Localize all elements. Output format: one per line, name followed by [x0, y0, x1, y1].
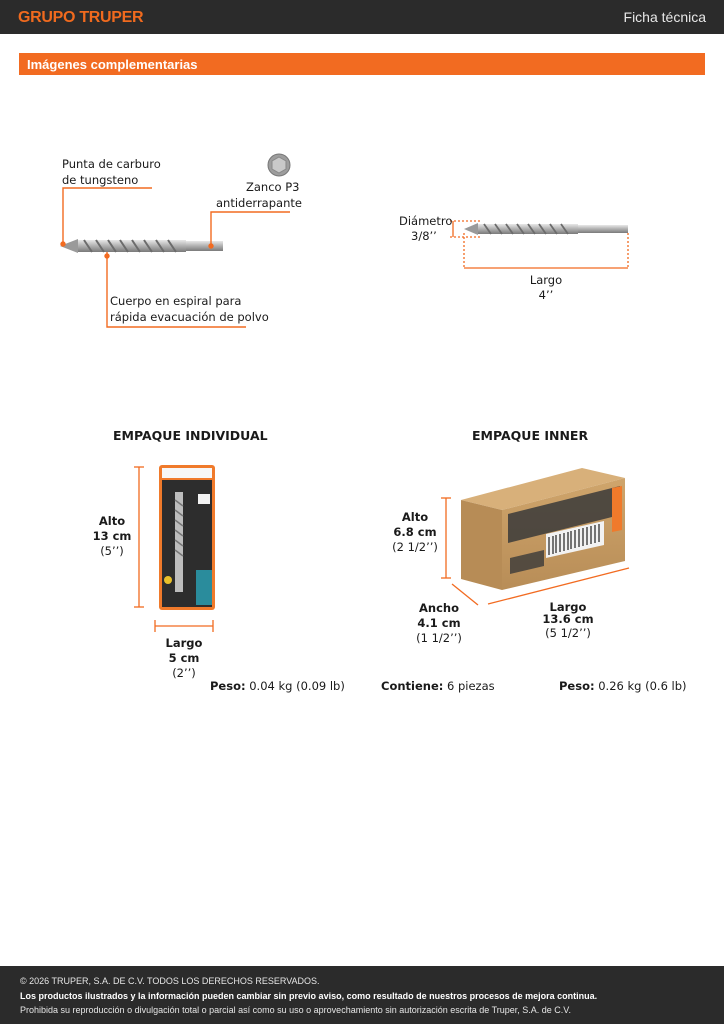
inner-box-illustration: [461, 468, 625, 590]
inner-length-label: Largo: [549, 600, 587, 614]
inner-contents-label: Contiene:: [381, 679, 444, 693]
inner-weight: [559, 679, 687, 694]
diameter-label: Diámetro: [399, 214, 453, 228]
individual-package-illustration: [159, 465, 215, 610]
inner-weight-value: 0.26 kg (0.6 lb): [598, 679, 687, 693]
drill-length-label: Largo: [529, 273, 563, 287]
individual-height-label: Alto: [98, 514, 126, 528]
footer-rights: Prohibida su reproducción o divulgación total o parcial así como su uso o aprovechamiento sin autorización escrita de Truper, S.A. de C.V.: [20, 1005, 571, 1015]
footer-copyright: © 2026 TRUPER, S.A. DE C.V. TODOS LOS DERECHOS RESERVADOS.: [20, 976, 320, 986]
inner-contents-value: 6 piezas: [447, 679, 495, 693]
inner-contents: [381, 679, 495, 694]
tip-callout-line1: Punta de carburo: [62, 157, 161, 171]
tip-callout-line2: de tungsteno: [62, 173, 139, 187]
drill-bit-dimension-illustration: [464, 223, 628, 235]
inner-height-in: (2 1/2’’): [392, 540, 438, 554]
footer-notice: Los productos ilustrados y la información pueden cambiar sin previo aviso, como resultado de nuestros procesos de mejora continua.: [20, 991, 598, 1001]
individual-height-cm: 13 cm: [92, 529, 132, 543]
body-callout-line2: rápida evacuación de polvo: [110, 310, 269, 324]
inner-package-title: EMPAQUE INNER: [472, 428, 589, 443]
inner-height-cm: 6.8 cm: [393, 525, 437, 539]
document-type: Ficha técnica: [623, 9, 706, 25]
individual-height-in: (5’’): [100, 544, 124, 558]
inner-width-cm: 4.1 cm: [417, 616, 461, 630]
brand-logo[interactable]: GRUPO TRUPER: [18, 9, 144, 26]
individual-weight-label: Peso:: [210, 679, 246, 693]
shank-callout-line1: Zanco P3: [246, 180, 300, 194]
shank-end-icon: [268, 154, 290, 176]
individual-package-title: EMPAQUE INDIVIDUAL: [113, 428, 268, 443]
inner-width-label: Ancho: [419, 601, 459, 615]
inner-length-in: (5 1/2’’): [545, 626, 591, 640]
individual-length-cm: 5 cm: [168, 651, 200, 665]
diameter-value: 3/8’’: [411, 229, 437, 243]
shank-callout-line2: antiderrapante: [216, 196, 302, 210]
individual-length-in: (2’’): [172, 666, 196, 680]
inner-height-label: Alto: [401, 510, 429, 524]
inner-weight-label: Peso:: [559, 679, 595, 693]
individual-weight-value: 0.04 kg (0.09 lb): [249, 679, 345, 693]
drill-length-value: 4’’: [538, 288, 554, 302]
individual-length-label: Largo: [165, 636, 203, 650]
individual-weight: [210, 679, 345, 694]
inner-length-cm: 13.6 cm: [542, 612, 594, 626]
drill-bit-illustration: [60, 239, 223, 253]
section-title: Imágenes complementarias: [27, 57, 198, 72]
inner-width-in: (1 1/2’’): [416, 631, 462, 645]
body-callout-line1: Cuerpo en espiral para: [110, 294, 242, 308]
footer: [0, 966, 724, 1024]
